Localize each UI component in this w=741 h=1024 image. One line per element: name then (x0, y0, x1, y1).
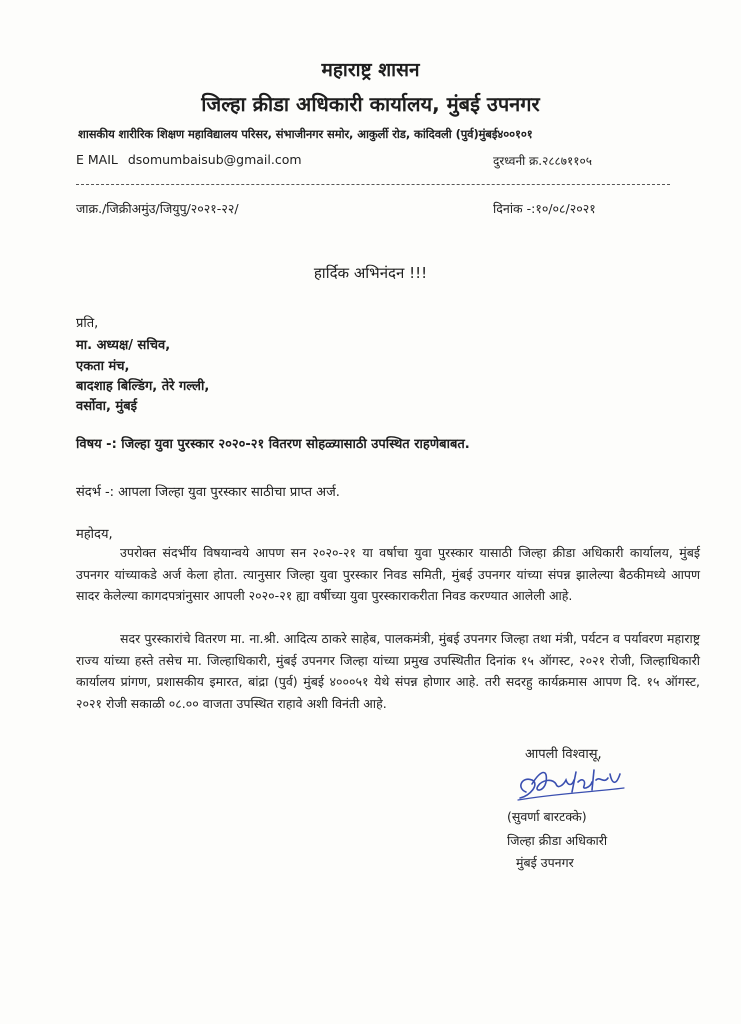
email-label: E MAIL (76, 152, 118, 167)
signatory-place: मुंबई उपनगर (516, 855, 574, 870)
letter-subject: विषय -: जिल्हा युवा पुरस्कार २०२०-२१ वितरण सोहळ्यासाठी उपस्थित राहणेबाबत. (76, 437, 470, 452)
recipient-line: मा. अध्यक्ष/ सचिव, (76, 338, 171, 353)
salutation: महोदय, (76, 527, 113, 542)
header-divider (76, 184, 670, 185)
letter-date: दिनांक -:१०/०८/२०२१ (493, 201, 596, 216)
body-paragraph: सदर पुरस्कारांचे वितरण मा. ना.श्री. आदित्य ठाकरे साहेब, पालकमंत्री, मुंबई उपनगर जिल्हा तथा मंत्री, पर्यटन व पर्यावरण महाराष्ट्र राज्य यांच्या हस्ते तसेच मा. जिल्हाधिकारी, मुंबई उपनगर जिल्हा यांच्या प्रमुख उपस्थितीत दिनांक १५ ऑगस्ट, २०२१ रोजी, जिल्हाधिकारी कार्यालय प्रांगण, प्रशासकीय इमारत, बांद्रा (पुर्व) मुंबई ४०००५१ येथे संपन्न होणार आहे. तरी सदरहु कार्यक्रमास आपण दि. १५ ऑगस्ट, २०२१ रोजी सकाळी ०८.०० वाजता उपस्थित राहावे अशी विनंती आहे. (76, 631, 700, 711)
recipient-line: एकता मंच, (76, 359, 130, 374)
reference-number: जाक्र./जिक्रीअमुंउ/जियुपु/२०२१-२२/ (76, 201, 239, 216)
body-paragraph: उपरोक्त संदर्भीय विषयान्वये आपण सन २०२०-२१ या वर्षाचा युवा पुरस्कार यासाठी जिल्हा क्रीडा अधिकारी कार्यालय, मुंबई उपनगर यांच्याकडे अर्ज केला होता. त्यानुसार जिल्हा युवा पुरस्कार निवड समिती, मुंबई उपनगर यांच्या संपन्न झालेल्या बैठकीमध्ये आपण सादर केलेल्या कागदपत्रांनुसार आपली २०२०-२१ ह्या वर्षीच्या युवा पुरस्काराकरीता निवड करण्यात आलेली आहे. (76, 545, 700, 604)
phone-number: दुरध्वनी क्र.२८८७११०५ (493, 154, 592, 168)
handwritten-signature (512, 762, 632, 810)
letter-reference: संदर्भ -: आपला जिल्हा युवा पुरस्कार साठीचा प्राप्त अर्ज. (76, 485, 340, 500)
recipient-line: प्रति, (76, 316, 99, 331)
office-address: शासकीय शारीरिक शिक्षण महाविद्यालय परिसर, संभाजीनगर समोर, आकुर्ली रोड, कांदिवली (पुर्व)मुंबई४००१०१ (78, 127, 533, 141)
email-line (76, 152, 302, 167)
government-heading: महाराष्ट्र शासन (321, 59, 420, 81)
closing-line: आपली विश्वासू, (525, 747, 602, 762)
signatory-title: जिल्हा क्रीडा अधिकारी (507, 833, 608, 848)
recipient-line: वर्सोवा, मुंबई (76, 399, 138, 414)
signatory-name: (सुवर्णा बारटक्के) (507, 809, 587, 824)
recipient-line: बादशाह बिल्डिंग, तेरे गल्ली, (76, 379, 210, 394)
email-address: dsomumbaisub@gmail.com (127, 152, 302, 167)
office-heading: जिल्हा क्रीडा अधिकारी कार्यालय, मुंबई उपनगर (201, 92, 540, 116)
greeting-title: हार्दिक अभिनंदन !!! (313, 264, 428, 282)
